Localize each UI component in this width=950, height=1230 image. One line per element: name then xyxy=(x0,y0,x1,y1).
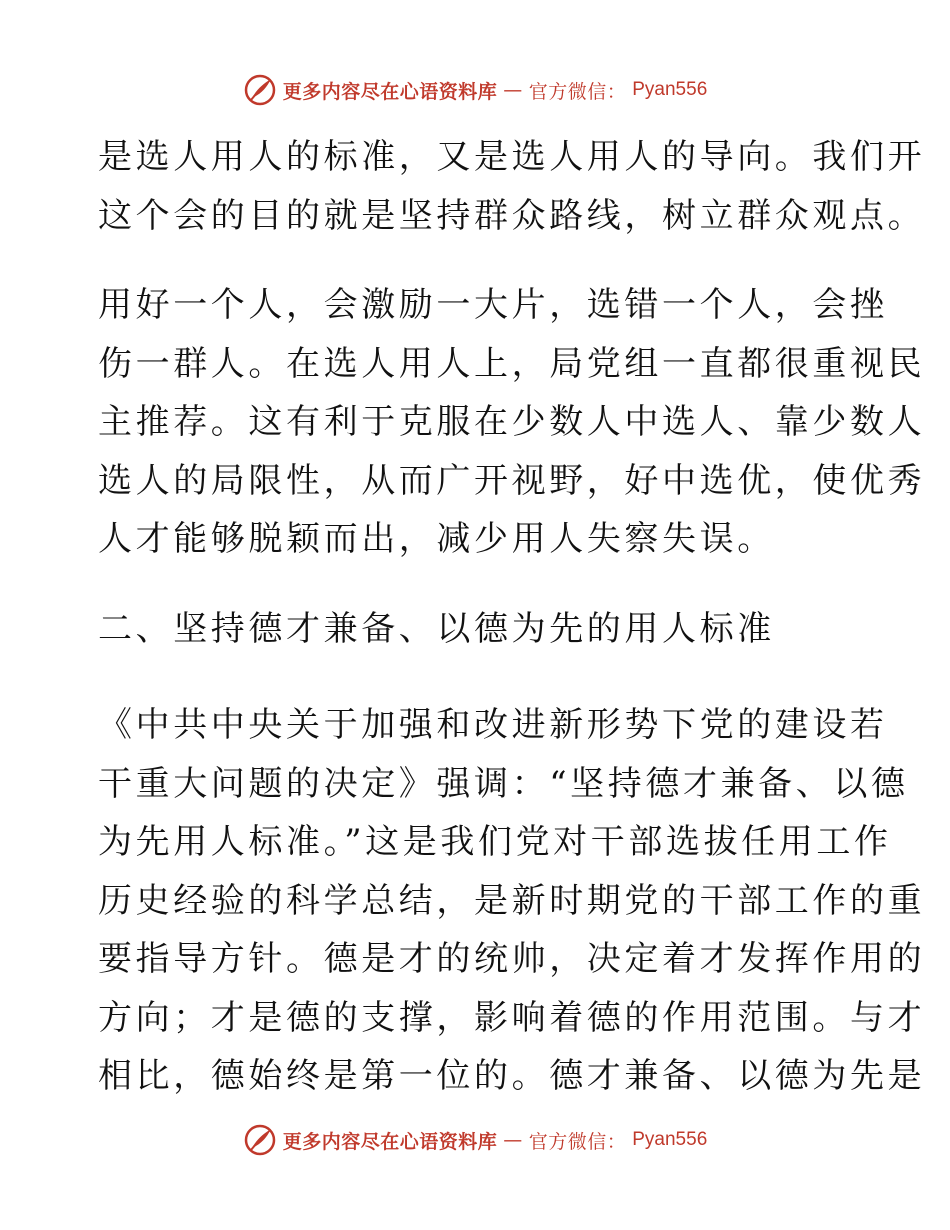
banner-dash: — xyxy=(503,1129,523,1151)
paragraph-2 xyxy=(98,276,926,569)
text-line: 要指导方针。德是才的统帅，决定着才发挥作用的 xyxy=(98,939,926,979)
wechat-id: Pyan556 xyxy=(632,79,708,100)
document-body xyxy=(98,128,926,1106)
wechat-label: 官方微信： xyxy=(528,80,627,103)
text-line: 人才能够脱颖而出，减少用人失察失误。 xyxy=(98,519,775,559)
wechat-id: Pyan556 xyxy=(632,1129,708,1150)
feather-pen-logo-icon xyxy=(243,1123,277,1157)
banner-dash: — xyxy=(503,79,523,101)
text-line: 为先用人标准。”这是我们党对干部选拔任用工作 xyxy=(98,822,892,862)
paragraph-1 xyxy=(98,128,926,245)
text-line: 是选人用人的标准，又是选人用人的导向。我们开 xyxy=(98,137,926,177)
wechat-label: 官方微信： xyxy=(528,1130,627,1153)
text-line: 方向；才是德的支撑，影响着德的作用范围。与才 xyxy=(98,997,926,1038)
text-line: 相比，德始终是第一位的。德才兼备、以德为先是 xyxy=(98,1056,926,1096)
text-line: 历史经验的科学总结，是新时期党的干部工作的重 xyxy=(98,880,926,921)
text-line: 主推荐。这有利于克服在少数人中选人、靠少数人 xyxy=(98,402,926,442)
text-line: 这个会的目的就是坚持群众路线，树立群众观点。 xyxy=(98,195,926,236)
text-line: 干重大问题的决定》强调：“坚持德才兼备、以德 xyxy=(98,763,909,804)
text-line: 伤一群人。在选人用人上，局党组一直都很重视民 xyxy=(98,343,926,384)
feather-pen-logo-icon xyxy=(243,73,277,107)
paragraph-3 xyxy=(98,696,926,1106)
footer-banner xyxy=(0,1120,950,1160)
heading-text: 二、坚持德才兼备、以德为先的用人标准 xyxy=(98,608,775,649)
banner-text: 更多内容尽在心语资料库 xyxy=(282,1130,498,1153)
text-line: 用好一个人，会激励一大片，选错一个人，会挫 xyxy=(98,285,888,325)
section-heading xyxy=(98,600,850,659)
text-line: 选人的局限性，从而广开视野，好中选优，使优秀 xyxy=(98,460,926,501)
text-line: 《中共中央关于加强和改进新形势下党的建设若 xyxy=(98,705,888,745)
header-banner xyxy=(0,70,950,110)
banner-text: 更多内容尽在心语资料库 xyxy=(282,80,498,103)
